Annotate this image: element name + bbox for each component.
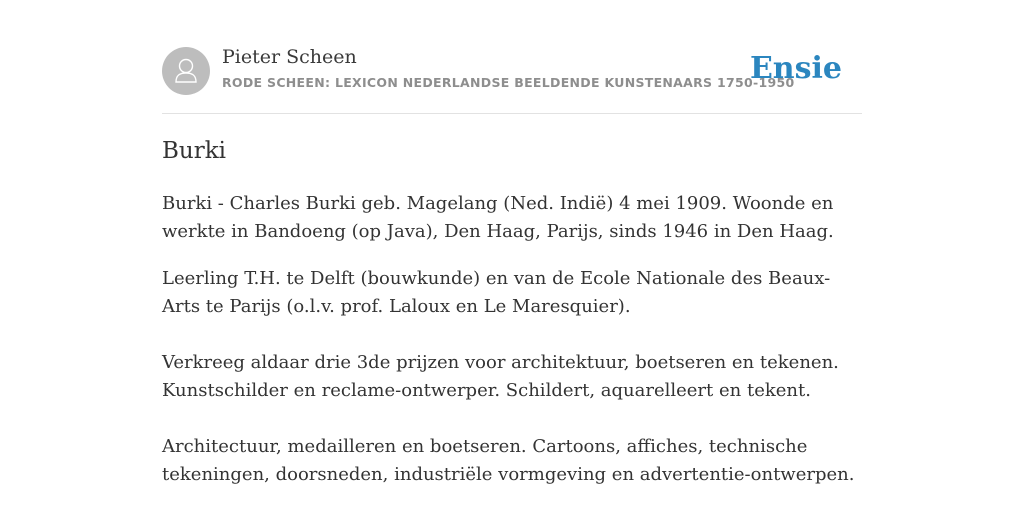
user-avatar-icon[interactable] xyxy=(162,47,210,95)
author-name[interactable]: Pieter Scheen xyxy=(222,46,357,68)
entry-body xyxy=(162,190,862,489)
paragraph-1: Burki - Charles Burki geb. Magelang (Ned. Indië) 4 mei 1909. Woonde en werkte in Bandoeng (op Java), Den Haag, Parijs, sinds 1946 in Den Haag. xyxy=(162,193,834,242)
source-title[interactable]: RODE SCHEEN: LEXICON NEDERLANDSE BEELDENDE KUNSTENAARS 1750-1950 xyxy=(222,75,795,90)
author-header xyxy=(162,46,862,96)
entry-title: Burki xyxy=(162,138,227,164)
header-divider xyxy=(162,113,862,114)
paragraph-2: Leerling T.H. te Delft (bouwkunde) en van de Ecole Nationale des Beaux-Arts te Parijs (o.l.v. prof. Laloux en Le Maresquier). Verkreeg aldaar drie 3de prijzen voor architektuur, boetseren en tekenen. Kunstschilder en reclame-ontwerper. Schildert, aquarelleert en tekent. Architectuur, medailleren en boetseren. Cartoons, affiches, technische tekeningen, doorsneden, industriële vormgeving en advertentie-ontwerpen. xyxy=(162,268,855,485)
ensie-logo[interactable]: Ensie xyxy=(749,51,842,86)
